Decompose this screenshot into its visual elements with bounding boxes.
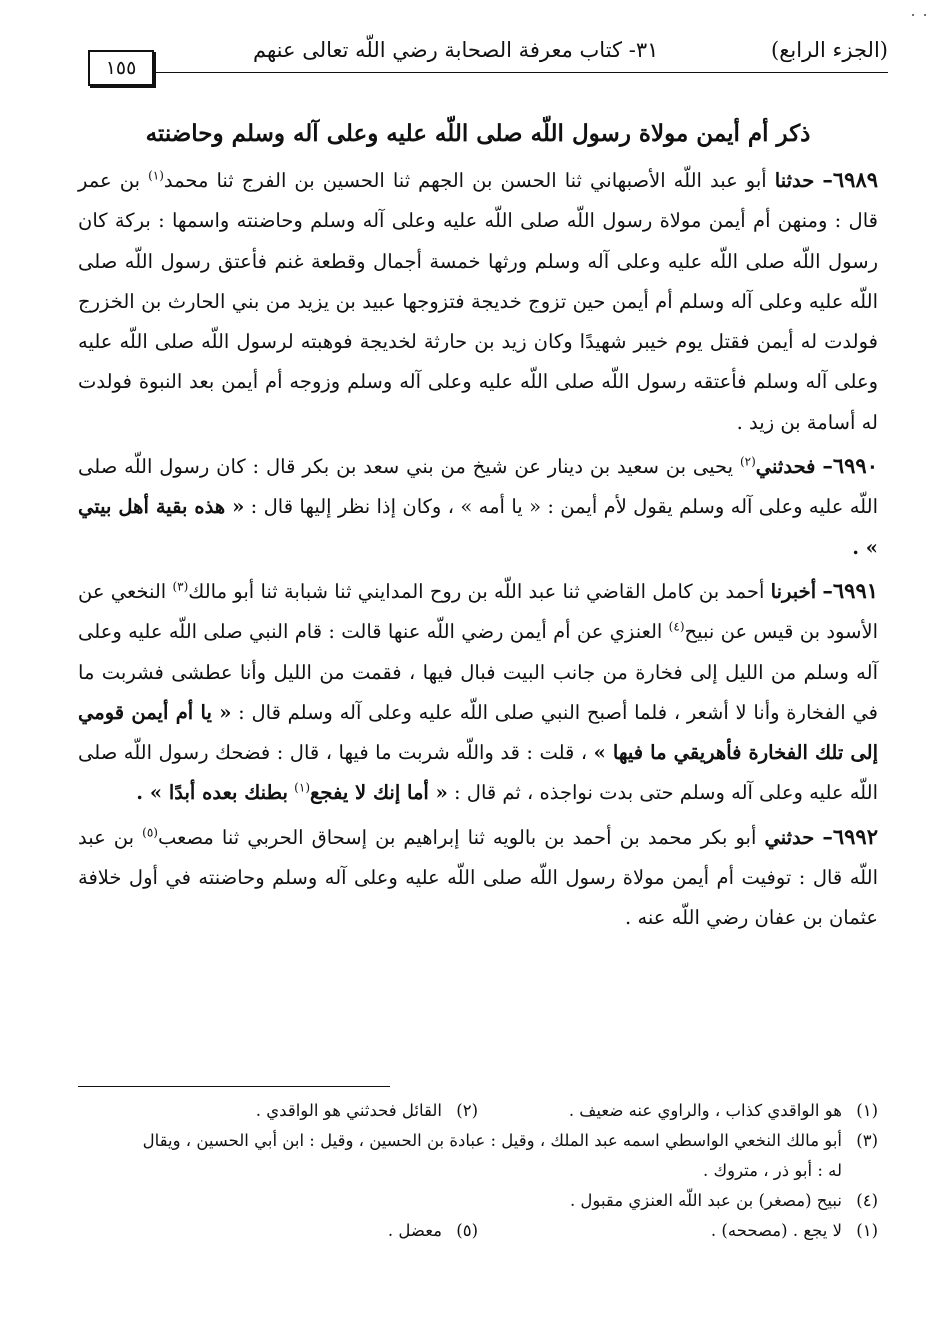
hadith-6990 <box>78 446 878 568</box>
footnote-row <box>78 1186 878 1216</box>
hadith-text: النخعي عن الأسود بن قيس عن نبيح <box>78 579 878 644</box>
hadith-6991 <box>78 571 878 814</box>
hadith-dash: – <box>822 167 833 192</box>
footnote-text: أبو مالك النخعي الواسطي اسمه عبد الملك ، وقيل : عبادة بن الحسين ، وقيل : ابن أبي الحسين ، ويقال <box>142 1131 842 1150</box>
footnote-item <box>78 1096 478 1126</box>
footnote-row <box>78 1126 878 1156</box>
hadith-text: يحيى بن سعيد بن دينار عن شيخ من بني سعد بن بكر قال : كان رسول اللّه صلى اللّه عليه وعلى آله وسلم يقول لأم أيمن : « يا أمه » ، وكان إذا نظر إليها قال : <box>78 455 878 519</box>
footnote-mark: (٥) <box>456 1221 478 1240</box>
footnote-mark: (٢) <box>456 1101 478 1120</box>
hadith-text: بن عمر قال : ومنهن أم أيمن مولاة رسول اللّه صلى اللّه عليه وعلى آله وسلم وحاضنته واسمها : بركة كان رسول اللّه صلى اللّه عليه وعلى آله وسلم ورثها خمسة أجمال وقطعة غنم فأعتق رسول اللّه صلى اللّه عليه وعلى آله وسلم أم أيمن حين تزوج خديجة فتزوجها عبيد بن يزيد من بني الحارث بن الخزرج فولدت له أيمن فقتل يوم خيبر شهيدًا وكان زيد بن حارثة لخديجة فوهبته لرسول اللّه صلى اللّه عليه وعلى آله وسلم فأعتقه رسول اللّه صلى اللّه عليه وعلى آله وسلم وزوجه أم أيمن بعد النبوة فولدت له أسامة بن زيد . <box>78 169 878 434</box>
footnote-text: معضل . <box>387 1221 442 1240</box>
hadith-number: ٦٩٨٩ <box>832 167 879 192</box>
hadith-intro: حدثني <box>764 825 815 849</box>
page-number: ١٥٥ <box>88 50 154 86</box>
footnote-ref: (٥) <box>142 825 158 840</box>
volume-label: (الجزء الرابع) <box>771 38 888 62</box>
hadith-dash: – <box>822 577 833 603</box>
hadith-text: أبو بكر محمد بن أحمد بن بالويه ثنا إبراهيم بن إسحاق الحربي ثنا مصعب <box>157 825 757 849</box>
hadith-quote: بطنك بعده أبدًا » . <box>136 781 288 805</box>
section-title: ذكر أم أيمن مولاة رسول اللّه صلى اللّه عليه وعلى آله وسلم وحاضنته <box>145 120 811 147</box>
footnote-continuation: له : أبو ذر ، متروك . <box>703 1161 842 1180</box>
footnote-ref: (٣) <box>172 579 189 594</box>
footnote-item <box>478 1096 878 1126</box>
hadith-6989 <box>78 160 878 443</box>
print-speck <box>912 14 914 16</box>
hadith-text: بن عبد اللّه قال : توفيت أم أيمن مولاة رسول اللّه صلى اللّه عليه وعلى آله وسلم وحاضنته في أول خلافة عثمان بن عفان رضي اللّه عنه . <box>78 825 878 930</box>
footnote-row <box>78 1216 878 1246</box>
footnote-text: نبيح (مصغر) بن عبد اللّه العنزي مقبول . <box>569 1191 842 1210</box>
running-header <box>88 28 888 80</box>
footnote-row <box>78 1156 878 1186</box>
hadith-6992 <box>78 817 878 939</box>
header-rule <box>88 72 888 73</box>
hadith-dash: – <box>822 823 833 849</box>
chapter-title: ٣١- كتاب معرفة الصحابة رضي اللّه تعالى عنهم <box>253 38 659 62</box>
hadith-text: أبو عبد اللّه الأصبهاني ثنا الحسن بن الجهم ثنا الحسين بن الفرج ثنا محمد <box>163 169 767 192</box>
hadith-quote: « يا أم أيمن قومي إلى تلك الفخارة فأهريقي ما فيها » <box>78 700 879 765</box>
footnote-rule <box>78 1086 390 1087</box>
hadith-text: العنزي عن أم أيمن رضي اللّه عنها قالت : قام النبي صلى اللّه عليه وعلى آله وسلم من الليل إلى فخارة من جانب البيت فبال فيها ، فقمت من الليل وأنا عطشى فشربت ما في الفخارة وأنا لا أشعر ، فلما أصبح النبي صلى اللّه عليه وعلى آله وسلم قال : <box>78 620 879 724</box>
main-text <box>78 112 878 942</box>
footnote-mark: (٤) <box>856 1191 878 1210</box>
hadith-quote: « هذه بقية أهل بيتي » . <box>78 495 878 559</box>
footnote-row <box>78 1096 878 1126</box>
hadith-intro: أخبرنا <box>770 579 817 603</box>
footnote-ref: (٤) <box>668 619 685 634</box>
hadith-text: أحمد بن كامل القاضي ثنا عبد اللّه بن روح المدايني ثنا شبابة ثنا أبو مالك <box>188 579 765 603</box>
hadith-number: ٦٩٩٠ <box>832 453 878 479</box>
footnote-mark: (١) <box>856 1101 878 1120</box>
hadith-number: ٦٩٩١ <box>832 577 879 603</box>
hadith-intro: حدثنا <box>774 169 815 192</box>
hadith-quote: « أما إنك لا يفجع <box>310 781 448 805</box>
footnote-mark: (١) <box>856 1221 878 1240</box>
footnote-item <box>78 1186 878 1216</box>
footnote-ref: (١) <box>294 780 310 795</box>
footnote-item <box>478 1216 878 1246</box>
hadith-number: ٦٩٩٢ <box>832 823 878 849</box>
footnote-item <box>78 1126 878 1156</box>
footnote-mark: (٣) <box>856 1131 878 1150</box>
hadith-intro: فحدثني <box>755 455 816 479</box>
print-speck <box>924 14 926 16</box>
footnote-ref: (٢) <box>739 454 756 469</box>
footnote-text: لا يجع . (مصححه) . <box>710 1221 842 1240</box>
footnote-ref: (١) <box>148 168 164 183</box>
footnote-text: هو الواقدي كذاب ، والراوي عنه ضعيف . <box>568 1101 842 1120</box>
footnote-item <box>78 1216 478 1246</box>
hadith-dash: – <box>822 453 833 479</box>
hadith-text: ، قلت : قد واللّه شربت ما فيها ، قال : فضحك رسول اللّه صلى اللّه عليه وعلى آله وسلم حتى بدت نواجذه ، ثم قال : <box>78 741 878 805</box>
footnote-text: القائل فحدثني هو الواقدي . <box>255 1101 442 1120</box>
